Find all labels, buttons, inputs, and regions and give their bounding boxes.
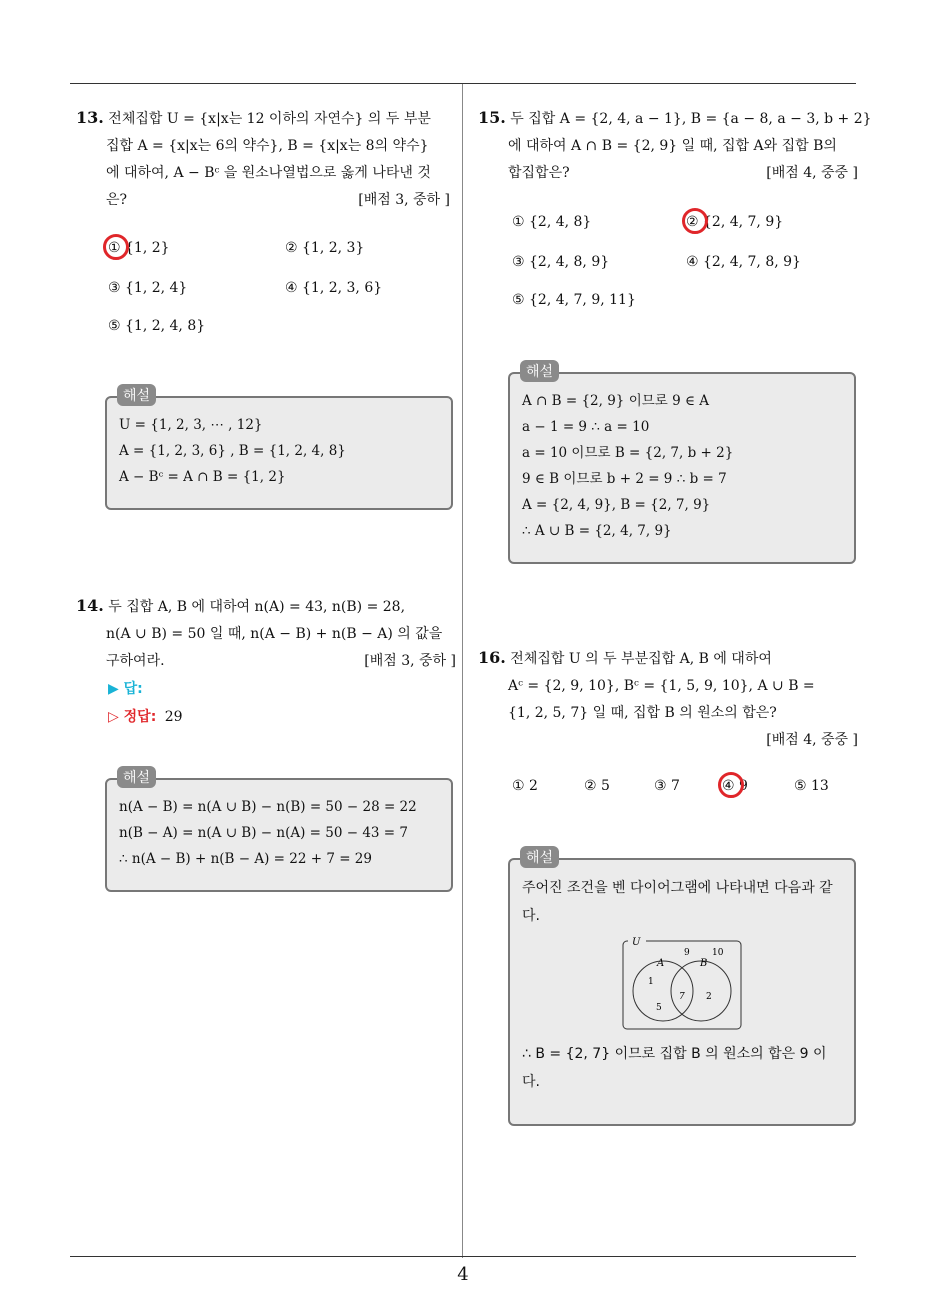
question-number: 16.: [478, 648, 506, 667]
solution-box-16: [508, 850, 856, 1126]
selected-answer-circle: [103, 234, 129, 260]
solution-line: A ∩ B = {2, 9} 이므로 9 ∈ A: [522, 393, 710, 409]
option-4[interactable]: ④ {1, 2, 3, 6}: [285, 280, 383, 296]
question-text-line: 은?: [106, 192, 128, 208]
question-text-line: 에 대하여 A ∩ B = {2, 9} 일 때, 집합 A와 집합 B의: [508, 138, 837, 154]
option-2[interactable]: ② {1, 2, 3}: [285, 240, 365, 256]
solution-tag: 해설: [117, 384, 156, 406]
option-1[interactable]: ① {2, 4, 8}: [512, 214, 592, 230]
correct-answer-value: 29: [164, 709, 183, 725]
option-4[interactable]: ④ 9: [722, 778, 748, 794]
venn-only-a-value: 5: [656, 1003, 662, 1013]
venn-diagram: [620, 936, 744, 1032]
venn-circle-b: [671, 961, 731, 1021]
venn-label-b: B: [700, 958, 708, 969]
solution-line: n(B − A) = n(A ∪ B) − n(A) = 50 − 43 = 7: [119, 825, 408, 841]
venn-circle-a: [633, 961, 693, 1021]
option-5[interactable]: ⑤ 13: [794, 778, 829, 794]
question-number: 14.: [76, 596, 104, 615]
venn-intersection-value: 7: [679, 992, 685, 1002]
solution-line: A = {2, 4, 9}, B = {2, 7, 9}: [522, 497, 711, 513]
option-2[interactable]: ② {2, 4, 7, 9}: [686, 214, 784, 230]
question-text-line: 합집합은?: [508, 165, 570, 181]
option-3[interactable]: ③ {2, 4, 8, 9}: [512, 254, 610, 270]
solution-line: A = {1, 2, 3, 6} , B = {1, 2, 4, 8}: [119, 443, 346, 459]
solution-tag: 해설: [520, 360, 559, 382]
answer-input-line[interactable]: [108, 678, 143, 698]
correct-answer-line: [108, 706, 183, 726]
solution-tag: 해설: [117, 766, 156, 788]
question-text-line: 두 집합 A = {2, 4, a − 1}, B = {a − 8, a − 3, b + 2}: [510, 111, 872, 127]
venn-universe-label: U: [632, 937, 641, 948]
score-label: [배점 3, 중하 ]: [358, 192, 450, 208]
question-number: 15.: [478, 108, 506, 127]
venn-only-a-value: 1: [648, 977, 654, 987]
solution-box-14: [105, 770, 453, 892]
solution-line: ∴ A ∪ B = {2, 4, 7, 9}: [522, 523, 672, 539]
selected-answer-circle: [682, 208, 708, 234]
solution-tag: 해설: [520, 846, 559, 868]
solution-line: ∴ n(A − B) + n(B − A) = 22 + 7 = 29: [119, 851, 372, 867]
question-text-line: Aᶜ = {2, 9, 10}, Bᶜ = {1, 5, 9, 10}, A ∪ B =: [508, 678, 815, 694]
question-14: [76, 592, 456, 675]
question-13: [76, 104, 456, 214]
venn-only-b-value: 2: [706, 992, 712, 1002]
question-text-line: 구하여라.: [106, 653, 165, 669]
option-4[interactable]: ④ {2, 4, 7, 8, 9}: [686, 254, 801, 270]
page-number: 4: [457, 1264, 469, 1285]
question-text-line: n(A ∪ B) = 50 일 때, n(A − B) + n(B − A) 의 값을: [106, 626, 443, 642]
question-number: 13.: [76, 108, 104, 127]
question-15: [478, 104, 872, 187]
solution-line: A − Bᶜ = A ∩ B = {1, 2}: [119, 469, 286, 485]
option-3[interactable]: ③ {1, 2, 4}: [108, 280, 188, 296]
solution-line: 9 ∈ B 이므로 b + 2 = 9 ∴ b = 7: [522, 471, 727, 487]
question-text-line: 집합 A = {x|x는 6의 약수}, B = {x|x는 8의 약수}: [106, 138, 429, 154]
score-label: [배점 4, 중중 ]: [766, 732, 858, 748]
header-rule: [70, 83, 856, 84]
footer-rule: [70, 1256, 856, 1257]
solution-line: a = 10 이므로 B = {2, 7, b + 2}: [522, 445, 734, 461]
option-1[interactable]: ① 2: [512, 778, 538, 794]
correct-answer-label: ▷ 정답:: [108, 709, 157, 725]
column-divider: [462, 84, 463, 1258]
solution-line: U = {1, 2, 3, ⋯ , 12}: [119, 417, 263, 433]
answer-label: ▶ 답:: [108, 681, 143, 697]
venn-outside-value: 10: [712, 948, 724, 958]
solution-line: n(A − B) = n(A ∪ B) − n(B) = 50 − 28 = 22: [119, 799, 417, 815]
solution-conclusion: ∴ B = {2, 7} 이므로 집합 B 의 원소의 합은 9 이다.: [522, 1046, 827, 1090]
option-3[interactable]: ③ 7: [654, 778, 680, 794]
venn-outside-value: 9: [684, 948, 690, 958]
question-text-line: 전체집합 U = {x|x는 12 이하의 자연수} 의 두 부분: [108, 111, 431, 127]
solution-line: a − 1 = 9 ∴ a = 10: [522, 419, 650, 435]
score-label: [배점 3, 중하 ]: [364, 653, 456, 669]
question-16: [478, 644, 858, 754]
option-5[interactable]: ⑤ {2, 4, 7, 9, 11}: [512, 292, 636, 308]
question-text-line: 두 집합 A, B 에 대하여 n(A) = 43, n(B) = 28,: [108, 599, 406, 615]
selected-answer-circle: [718, 772, 744, 798]
option-2[interactable]: ② 5: [584, 778, 610, 794]
option-1[interactable]: ① {1, 2}: [108, 240, 170, 256]
solution-box-15: [508, 364, 856, 564]
solution-box-13: [105, 388, 453, 510]
score-label: [배점 4, 중중 ]: [766, 165, 858, 181]
question-text-line: 에 대하여, A − Bᶜ 을 원소나열법으로 옳게 나타낸 것: [106, 165, 431, 181]
question-text-line: {1, 2, 5, 7} 일 때, 집합 B 의 원소의 합은?: [508, 705, 777, 721]
venn-label-a: A: [657, 958, 665, 969]
option-5[interactable]: ⑤ {1, 2, 4, 8}: [108, 318, 206, 334]
solution-intro: 주어진 조건을 벤 다이어그램에 나타내면 다음과 같다.: [522, 880, 833, 924]
question-text-line: 전체집합 U 의 두 부분집합 A, B 에 대하여: [510, 651, 772, 667]
